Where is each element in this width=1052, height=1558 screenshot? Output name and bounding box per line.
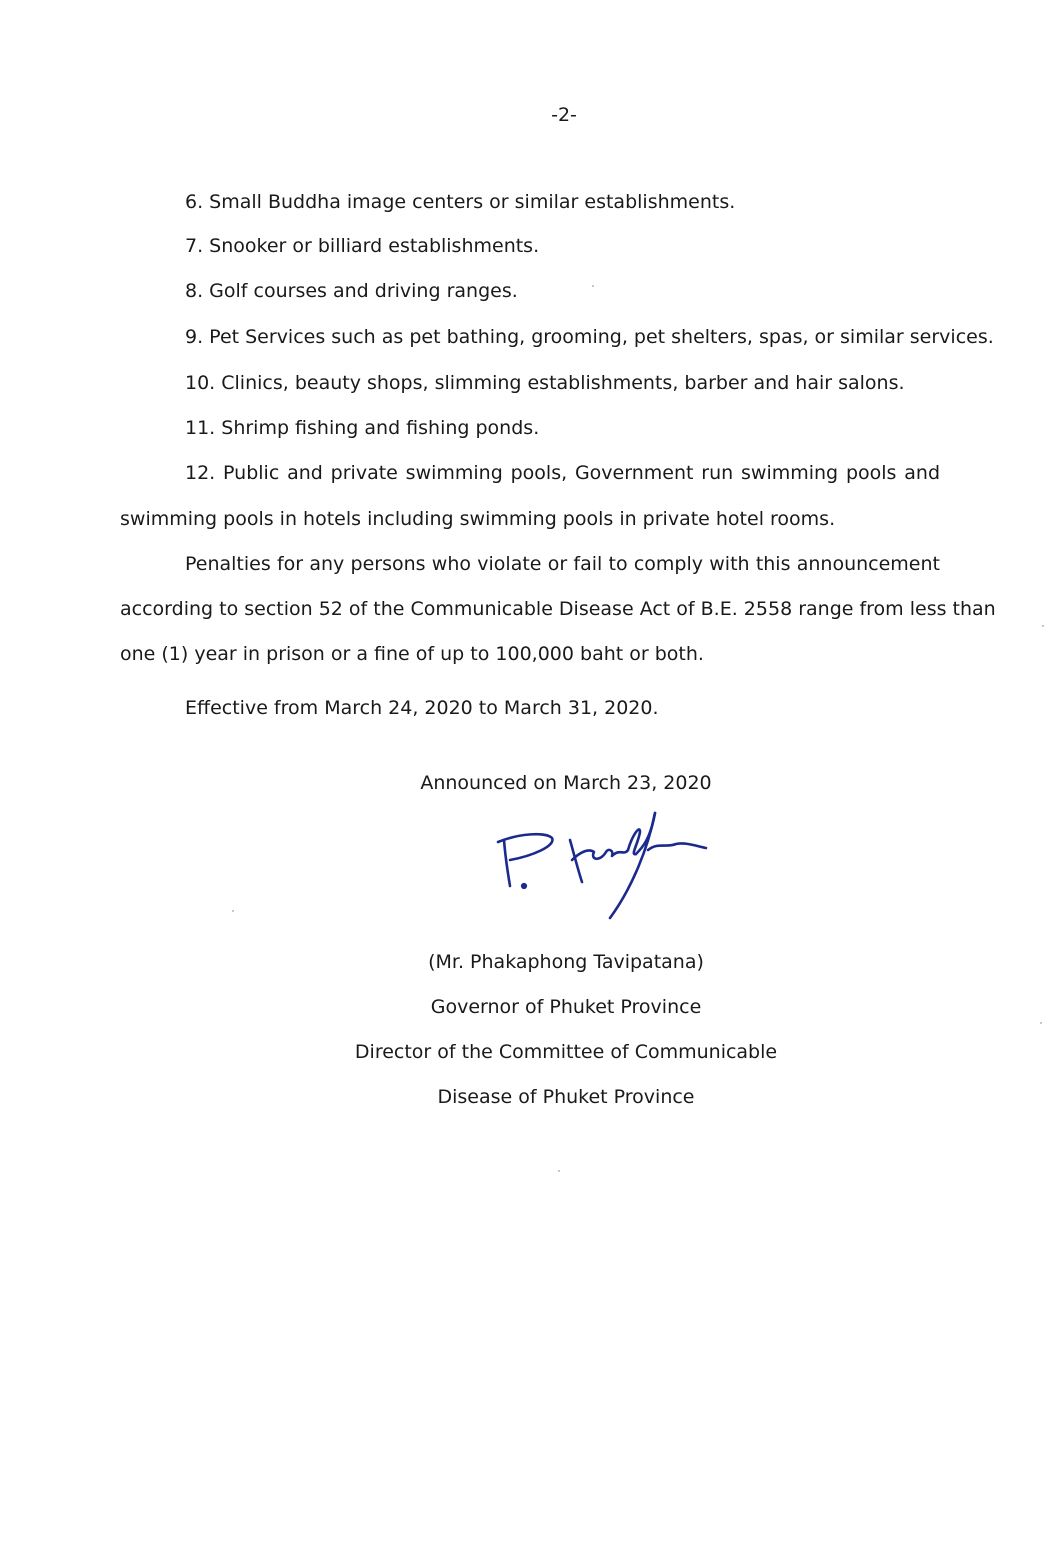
- scan-speck: [558, 1170, 560, 1172]
- list-item-12-line-1: 12. Public and private swimming pools, Government run swimming pools and: [185, 462, 940, 484]
- signatory-title-governor: Governor of Phuket Province: [430, 996, 702, 1018]
- penalties-line-2: according to section 52 of the Communicable Disease Act of B.E. 2558 range from less than: [120, 598, 996, 620]
- list-item-7: 7. Snooker or billiard establishments.: [185, 235, 540, 257]
- signatory-name: (Mr. Phakaphong Tavipatana): [428, 951, 704, 973]
- scan-speck: [1042, 625, 1044, 627]
- announced-date: Announced on March 23, 2020: [420, 772, 712, 794]
- penalties-line-3: one (1) year in prison or a fine of up to 100,000 baht or both.: [120, 643, 704, 665]
- scan-speck: [232, 910, 234, 912]
- list-item-10: 10. Clinics, beauty shops, slimming establishments, barber and hair salons.: [185, 372, 905, 394]
- page-number: -2-: [551, 104, 577, 126]
- list-item-8: 8. Golf courses and driving ranges.: [185, 280, 518, 302]
- signatory-title-director-cont: Disease of Phuket Province: [437, 1086, 695, 1108]
- list-item-9: 9. Pet Services such as pet bathing, grooming, pet shelters, spas, or similar services.: [185, 326, 994, 348]
- handwritten-signature: [490, 808, 720, 928]
- scan-speck: [592, 285, 594, 287]
- scan-speck: [1040, 1022, 1042, 1024]
- signatory-title-director: Director of the Committee of Communicable: [354, 1041, 778, 1063]
- list-item-11: 11. Shrimp fishing and fishing ponds.: [185, 417, 540, 439]
- effective-dates: Effective from March 24, 2020 to March 31, 2020.: [185, 697, 659, 719]
- penalties-line-1: Penalties for any persons who violate or fail to comply with this announcement: [185, 553, 940, 575]
- list-item-12-line-2: swimming pools in hotels including swimming pools in private hotel rooms.: [120, 508, 836, 530]
- list-item-6: 6. Small Buddha image centers or similar establishments.: [185, 191, 736, 213]
